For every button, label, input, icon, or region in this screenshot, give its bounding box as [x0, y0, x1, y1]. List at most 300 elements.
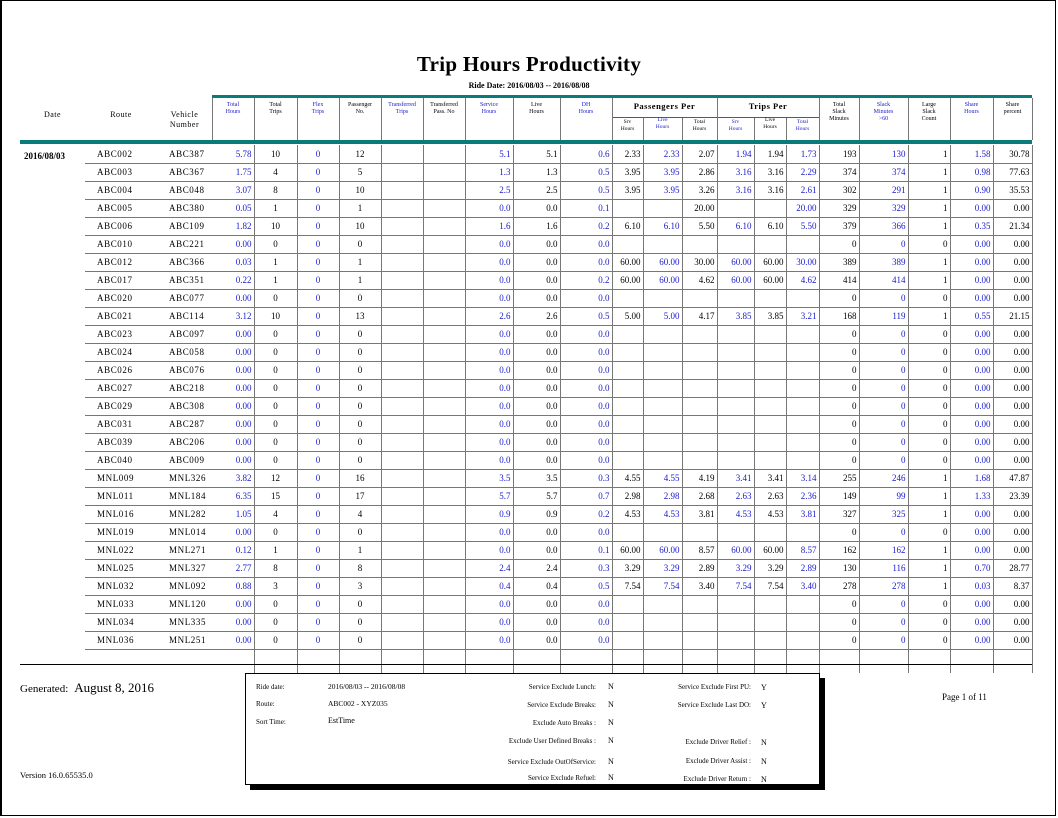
flex-trips-cell: 0 — [297, 487, 339, 505]
slack-gt60-cell: 0 — [859, 523, 908, 541]
param-value: N — [608, 757, 614, 766]
header-separator — [560, 98, 561, 140]
slack-gt60-cell: 0 — [859, 235, 908, 253]
total-slack-cell: 0 — [819, 433, 859, 451]
total-hours-cell: 5.78 — [212, 145, 254, 163]
total-slack-cell: 0 — [819, 361, 859, 379]
group-header-trips-per: Trips Per — [748, 101, 788, 111]
route-cell: MNL009 — [85, 469, 157, 487]
transferred-pass-cell — [423, 541, 465, 559]
live-hours-cell: 2.6 — [513, 307, 560, 325]
route-cell: ABC027 — [85, 379, 157, 397]
pass-per-total-cell: 4.17 — [682, 307, 717, 325]
pass-per-total-cell: 20.00 — [682, 199, 717, 217]
route-cell: MNL032 — [85, 577, 157, 595]
pass-per-live-cell — [643, 199, 682, 217]
pass-per-live-cell: 3.29 — [643, 559, 682, 577]
large-slack-cell: 0 — [908, 523, 950, 541]
total-hours-cell: 0.00 — [212, 379, 254, 397]
transferred-trips-cell — [381, 523, 423, 541]
share-hours-cell: 0.03 — [950, 577, 993, 595]
transferred-trips-cell — [381, 595, 423, 613]
share-percent-cell: 0.00 — [993, 523, 1032, 541]
transferred-pass-cell — [423, 235, 465, 253]
trips-per-live-cell: 6.10 — [754, 217, 786, 235]
pass-per-srv-cell — [612, 289, 643, 307]
large-slack-cell: 1 — [908, 541, 950, 559]
share-hours-cell: 0.00 — [950, 595, 993, 613]
total-trips-cell: 0 — [254, 235, 297, 253]
trips-per-srv-cell — [717, 433, 754, 451]
pass-per-live-cell — [643, 451, 682, 469]
share-percent-cell: 28.77 — [993, 559, 1032, 577]
trips-per-total-cell — [786, 523, 819, 541]
total-hours-cell: 0.00 — [212, 433, 254, 451]
large-slack-cell: 1 — [908, 199, 950, 217]
col-header-flex-trips[interactable]: Flex Trips — [311, 102, 325, 115]
param-value: Y — [761, 683, 767, 692]
share-hours-cell: 0.00 — [950, 199, 993, 217]
pass-per-srv-cell — [612, 631, 643, 649]
total-hours-cell: 0.00 — [212, 415, 254, 433]
table-row[interactable] — [85, 523, 1032, 541]
dh-hours-cell: 0.7 — [560, 487, 612, 505]
col-header-passenger-no: Passenger No. — [348, 102, 372, 115]
empty-cell — [717, 649, 754, 673]
transferred-trips-cell — [381, 415, 423, 433]
dh-hours-cell: 0.0 — [560, 289, 612, 307]
share-hours-cell: 0.00 — [950, 631, 993, 649]
total-trips-cell: 1 — [254, 271, 297, 289]
slack-gt60-cell: 325 — [859, 505, 908, 523]
service-hours-cell: 0.0 — [465, 541, 513, 559]
trips-per-total-cell: 4.62 — [786, 271, 819, 289]
total-hours-cell: 0.03 — [212, 253, 254, 271]
flex-trips-cell: 0 — [297, 541, 339, 559]
route-cell: ABC006 — [85, 217, 157, 235]
total-slack-cell: 0 — [819, 325, 859, 343]
trips-per-live-cell: 3.16 — [754, 181, 786, 199]
table-row[interactable] — [85, 163, 1032, 181]
col-header-service-hours[interactable]: Service Hours — [480, 102, 498, 115]
service-hours-cell: 0.0 — [465, 343, 513, 361]
param-value: N — [761, 738, 767, 747]
large-slack-cell: 1 — [908, 577, 950, 595]
service-hours-cell: 0.0 — [465, 631, 513, 649]
share-percent-cell: 0.00 — [993, 271, 1032, 289]
route-cell: ABC020 — [85, 289, 157, 307]
col-header-dh-hours[interactable]: DH Hours — [578, 102, 594, 115]
table-row[interactable] — [85, 631, 1032, 649]
trips-per-total-cell — [786, 613, 819, 631]
trips-per-total-cell — [786, 415, 819, 433]
slack-gt60-cell: 0 — [859, 415, 908, 433]
pass-per-total-cell: 30.00 — [682, 253, 717, 271]
flex-trips-cell: 0 — [297, 577, 339, 595]
transferred-trips-cell — [381, 145, 423, 163]
transferred-trips-cell — [381, 631, 423, 649]
trips-per-live-cell: 4.53 — [754, 505, 786, 523]
table-row[interactable] — [85, 307, 1032, 325]
header-separator — [717, 98, 718, 140]
total-slack-cell: 374 — [819, 163, 859, 181]
passenger-no-cell: 0 — [339, 397, 381, 415]
table-row[interactable] — [85, 505, 1032, 523]
large-slack-cell: 0 — [908, 289, 950, 307]
total-slack-cell: 0 — [819, 451, 859, 469]
slack-gt60-cell: 0 — [859, 595, 908, 613]
table-row[interactable] — [85, 361, 1032, 379]
empty-cell — [993, 649, 1032, 673]
share-percent-cell: 0.00 — [993, 235, 1032, 253]
route-cell: MNL025 — [85, 559, 157, 577]
service-hours-cell: 0.0 — [465, 523, 513, 541]
large-slack-cell: 1 — [908, 505, 950, 523]
table-row[interactable] — [85, 343, 1032, 361]
total-slack-cell: 0 — [819, 289, 859, 307]
route-cell: ABC031 — [85, 415, 157, 433]
total-hours-cell: 2.77 — [212, 559, 254, 577]
table-row[interactable] — [85, 145, 1032, 163]
service-hours-cell: 0.0 — [465, 253, 513, 271]
share-hours-cell: 0.00 — [950, 433, 993, 451]
slack-gt60-cell: 0 — [859, 361, 908, 379]
transferred-pass-cell — [423, 505, 465, 523]
col-header-transferred-trips[interactable]: Transferred Trips — [388, 102, 416, 115]
share-percent-cell: 21.34 — [993, 217, 1032, 235]
passenger-no-cell: 1 — [339, 541, 381, 559]
empty-cell — [465, 649, 513, 673]
vehicle-cell: ABC351 — [157, 271, 212, 289]
slack-gt60-cell: 0 — [859, 289, 908, 307]
pass-per-srv-cell: 60.00 — [612, 541, 643, 559]
pass-per-srv-cell — [612, 451, 643, 469]
pass-per-live-cell: 4.55 — [643, 469, 682, 487]
table-row[interactable] — [85, 415, 1032, 433]
trips-per-srv-cell: 60.00 — [717, 271, 754, 289]
share-percent-cell: 0.00 — [993, 361, 1032, 379]
trips-per-total-cell: 2.61 — [786, 181, 819, 199]
share-percent-cell: 0.00 — [993, 415, 1032, 433]
transferred-pass-cell — [423, 577, 465, 595]
total-trips-cell: 0 — [254, 415, 297, 433]
table-row[interactable] — [85, 541, 1032, 559]
subheader-pass-live-hours[interactable]: Live Hours — [655, 117, 670, 130]
slack-gt60-cell: 162 — [859, 541, 908, 559]
trips-per-srv-cell — [717, 631, 754, 649]
pass-per-total-cell — [682, 631, 717, 649]
header-separator — [339, 98, 340, 140]
vehicle-cell: MNL327 — [157, 559, 212, 577]
trips-per-srv-cell — [717, 397, 754, 415]
total-trips-cell: 10 — [254, 145, 297, 163]
vehicle-cell: ABC366 — [157, 253, 212, 271]
pass-per-srv-cell — [612, 361, 643, 379]
dh-hours-cell: 0.0 — [560, 253, 612, 271]
col-header-share-hours[interactable]: Share Hours — [964, 102, 979, 115]
table-row[interactable] — [85, 181, 1032, 199]
passenger-no-cell: 1 — [339, 271, 381, 289]
slack-gt60-cell: 246 — [859, 469, 908, 487]
table-row[interactable] — [85, 487, 1032, 505]
total-trips-cell: 0 — [254, 397, 297, 415]
trips-per-total-cell: 30.00 — [786, 253, 819, 271]
header-separator — [908, 98, 909, 140]
route-cell: ABC012 — [85, 253, 157, 271]
slack-gt60-cell: 374 — [859, 163, 908, 181]
pass-per-total-cell — [682, 343, 717, 361]
trips-per-total-cell — [786, 631, 819, 649]
table-row[interactable] — [85, 289, 1032, 307]
total-trips-cell: 0 — [254, 523, 297, 541]
service-hours-cell: 2.6 — [465, 307, 513, 325]
group-date: 2016/08/03 — [24, 151, 66, 161]
route-cell: ABC039 — [85, 433, 157, 451]
service-hours-cell: 0.0 — [465, 451, 513, 469]
share-hours-cell: 0.00 — [950, 451, 993, 469]
header-subseparator — [754, 118, 755, 140]
header-subseparator — [643, 118, 644, 140]
dh-hours-cell: 0.0 — [560, 433, 612, 451]
total-trips-cell: 0 — [254, 451, 297, 469]
transferred-pass-cell — [423, 217, 465, 235]
share-percent-cell: 0.00 — [993, 379, 1032, 397]
flex-trips-cell: 0 — [297, 235, 339, 253]
generated-date: August 8, 2016 — [74, 680, 155, 695]
passenger-no-cell: 10 — [339, 181, 381, 199]
table-row[interactable] — [85, 595, 1032, 613]
live-hours-cell: 0.4 — [513, 577, 560, 595]
large-slack-cell: 0 — [908, 451, 950, 469]
header-subseparator — [682, 118, 683, 140]
total-hours-cell: 3.12 — [212, 307, 254, 325]
route-cell: ABC040 — [85, 451, 157, 469]
live-hours-cell: 0.0 — [513, 361, 560, 379]
transferred-trips-cell — [381, 289, 423, 307]
service-hours-cell: 0.0 — [465, 595, 513, 613]
table-row[interactable] — [85, 469, 1032, 487]
route-cell: MNL033 — [85, 595, 157, 613]
passenger-no-cell: 0 — [339, 613, 381, 631]
generated-label: Generated: — [20, 683, 69, 695]
dh-hours-cell: 0.0 — [560, 451, 612, 469]
table-row[interactable] — [85, 577, 1032, 595]
trips-per-srv-cell: 6.10 — [717, 217, 754, 235]
passenger-no-cell: 8 — [339, 559, 381, 577]
trips-per-live-cell: 60.00 — [754, 541, 786, 559]
table-row[interactable] — [85, 379, 1032, 397]
subheader-trips-total-hours[interactable]: Total Hours — [795, 119, 810, 132]
param-label: Exclude Driver Relief : — [685, 738, 751, 746]
flex-trips-cell: 0 — [297, 433, 339, 451]
table-row[interactable] — [85, 199, 1032, 217]
vehicle-cell: ABC009 — [157, 451, 212, 469]
flex-trips-cell: 0 — [297, 271, 339, 289]
route-cell: ABC002 — [85, 145, 157, 163]
passenger-no-cell: 0 — [339, 289, 381, 307]
service-hours-cell: 0.0 — [465, 397, 513, 415]
dh-hours-cell: 0.2 — [560, 217, 612, 235]
param-value: N — [608, 718, 614, 727]
trips-per-live-cell — [754, 595, 786, 613]
slack-gt60-cell: 99 — [859, 487, 908, 505]
pass-per-total-cell — [682, 595, 717, 613]
share-hours-cell: 0.00 — [950, 271, 993, 289]
transferred-pass-cell — [423, 379, 465, 397]
pass-per-live-cell — [643, 343, 682, 361]
trips-per-total-cell: 3.40 — [786, 577, 819, 595]
header-separator — [381, 98, 382, 140]
transferred-pass-cell — [423, 613, 465, 631]
passenger-no-cell: 0 — [339, 235, 381, 253]
subheader-trips-srv-hours[interactable]: Srv Hours — [728, 119, 743, 132]
trips-per-srv-cell: 7.54 — [717, 577, 754, 595]
pass-per-total-cell — [682, 397, 717, 415]
total-trips-cell: 0 — [254, 595, 297, 613]
flex-trips-cell: 0 — [297, 181, 339, 199]
table-row[interactable] — [85, 433, 1032, 451]
total-trips-cell: 0 — [254, 379, 297, 397]
param-value: N — [608, 773, 614, 782]
route-cell: MNL022 — [85, 541, 157, 559]
vehicle-cell: ABC387 — [157, 145, 212, 163]
transferred-pass-cell — [423, 163, 465, 181]
pass-per-live-cell: 2.33 — [643, 145, 682, 163]
table-row[interactable] — [85, 235, 1032, 253]
trips-per-live-cell: 7.54 — [754, 577, 786, 595]
share-hours-cell: 0.00 — [950, 415, 993, 433]
table-row[interactable] — [85, 451, 1032, 469]
service-hours-cell: 5.7 — [465, 487, 513, 505]
table-row[interactable] — [85, 325, 1032, 343]
live-hours-cell: 0.0 — [513, 541, 560, 559]
total-slack-cell: 327 — [819, 505, 859, 523]
pass-per-total-cell — [682, 433, 717, 451]
service-hours-cell: 0.0 — [465, 361, 513, 379]
pass-per-live-cell: 5.00 — [643, 307, 682, 325]
total-slack-cell: 0 — [819, 613, 859, 631]
header-separator — [1032, 98, 1033, 140]
table-row[interactable] — [85, 271, 1032, 289]
table-row[interactable] — [85, 559, 1032, 577]
total-slack-cell: 255 — [819, 469, 859, 487]
pass-per-live-cell — [643, 379, 682, 397]
empty-cell — [423, 649, 465, 673]
slack-gt60-cell: 389 — [859, 253, 908, 271]
param-value: N — [608, 736, 614, 745]
table-row[interactable] — [85, 397, 1032, 415]
service-hours-cell: 3.5 — [465, 469, 513, 487]
trips-per-live-cell — [754, 433, 786, 451]
vehicle-cell: MNL282 — [157, 505, 212, 523]
table-row[interactable] — [85, 253, 1032, 271]
large-slack-cell: 1 — [908, 487, 950, 505]
col-header-transferred-pass: Transferred Pass. No — [430, 102, 458, 115]
large-slack-cell: 1 — [908, 307, 950, 325]
route-value: ABC002 - XYZ035 — [328, 699, 388, 708]
dh-hours-cell: 0.5 — [560, 181, 612, 199]
trips-per-total-cell: 20.00 — [786, 199, 819, 217]
slack-gt60-cell: 0 — [859, 397, 908, 415]
trips-per-live-cell — [754, 631, 786, 649]
route-cell: MNL011 — [85, 487, 157, 505]
param-label: Service Exclude First PU: — [678, 683, 751, 691]
service-hours-cell: 0.0 — [465, 199, 513, 217]
live-hours-cell: 0.0 — [513, 451, 560, 469]
trips-per-srv-cell — [717, 379, 754, 397]
table-row[interactable] — [85, 613, 1032, 631]
trips-per-live-cell — [754, 379, 786, 397]
large-slack-cell: 1 — [908, 559, 950, 577]
dh-hours-cell: 0.0 — [560, 325, 612, 343]
service-hours-cell: 0.0 — [465, 325, 513, 343]
dh-hours-cell: 0.1 — [560, 541, 612, 559]
slack-gt60-cell: 414 — [859, 271, 908, 289]
param-label: Service Exclude Last DO: — [677, 701, 751, 709]
live-hours-cell: 0.0 — [513, 613, 560, 631]
transferred-pass-cell — [423, 433, 465, 451]
trips-per-live-cell: 3.16 — [754, 163, 786, 181]
share-percent-cell: 0.00 — [993, 397, 1032, 415]
flex-trips-cell: 0 — [297, 361, 339, 379]
slack-gt60-cell: 0 — [859, 325, 908, 343]
service-hours-cell: 1.3 — [465, 163, 513, 181]
share-percent-cell: 0.00 — [993, 451, 1032, 469]
total-hours-cell: 0.00 — [212, 523, 254, 541]
large-slack-cell: 0 — [908, 433, 950, 451]
trips-per-total-cell: 3.81 — [786, 505, 819, 523]
empty-cell — [560, 649, 612, 673]
trips-per-total-cell: 2.29 — [786, 163, 819, 181]
param-value: N — [608, 700, 614, 709]
col-header-total-hours[interactable]: Total Hours — [225, 102, 241, 115]
slack-gt60-cell: 278 — [859, 577, 908, 595]
empty-cell — [339, 649, 381, 673]
trips-per-total-cell — [786, 379, 819, 397]
total-hours-cell: 0.00 — [212, 343, 254, 361]
flex-trips-cell: 0 — [297, 199, 339, 217]
trips-per-live-cell — [754, 235, 786, 253]
table-spacer-row — [85, 649, 1032, 673]
col-header-slack-gt60[interactable]: Slack Minutes >60 — [873, 102, 894, 122]
param-value: Y — [761, 701, 767, 710]
live-hours-cell: 0.0 — [513, 271, 560, 289]
empty-cell — [643, 649, 682, 673]
service-hours-cell: 0.0 — [465, 613, 513, 631]
col-header-vehicle: Vehicle Number — [169, 110, 200, 129]
pass-per-total-cell — [682, 235, 717, 253]
flex-trips-cell: 0 — [297, 523, 339, 541]
slack-gt60-cell: 0 — [859, 631, 908, 649]
total-slack-cell: 0 — [819, 415, 859, 433]
pass-per-srv-cell: 60.00 — [612, 271, 643, 289]
pass-per-live-cell — [643, 361, 682, 379]
table-row[interactable] — [85, 217, 1032, 235]
share-percent-cell: 0.00 — [993, 289, 1032, 307]
share-percent-cell: 0.00 — [993, 505, 1032, 523]
pass-per-live-cell — [643, 415, 682, 433]
total-hours-cell: 0.00 — [212, 397, 254, 415]
service-hours-cell: 2.4 — [465, 559, 513, 577]
total-slack-cell: 379 — [819, 217, 859, 235]
total-slack-cell: 168 — [819, 307, 859, 325]
empty-cell — [381, 649, 423, 673]
vehicle-cell: MNL014 — [157, 523, 212, 541]
header-separator — [513, 98, 514, 140]
trips-per-srv-cell — [717, 289, 754, 307]
slack-gt60-cell: 366 — [859, 217, 908, 235]
pass-per-live-cell — [643, 325, 682, 343]
